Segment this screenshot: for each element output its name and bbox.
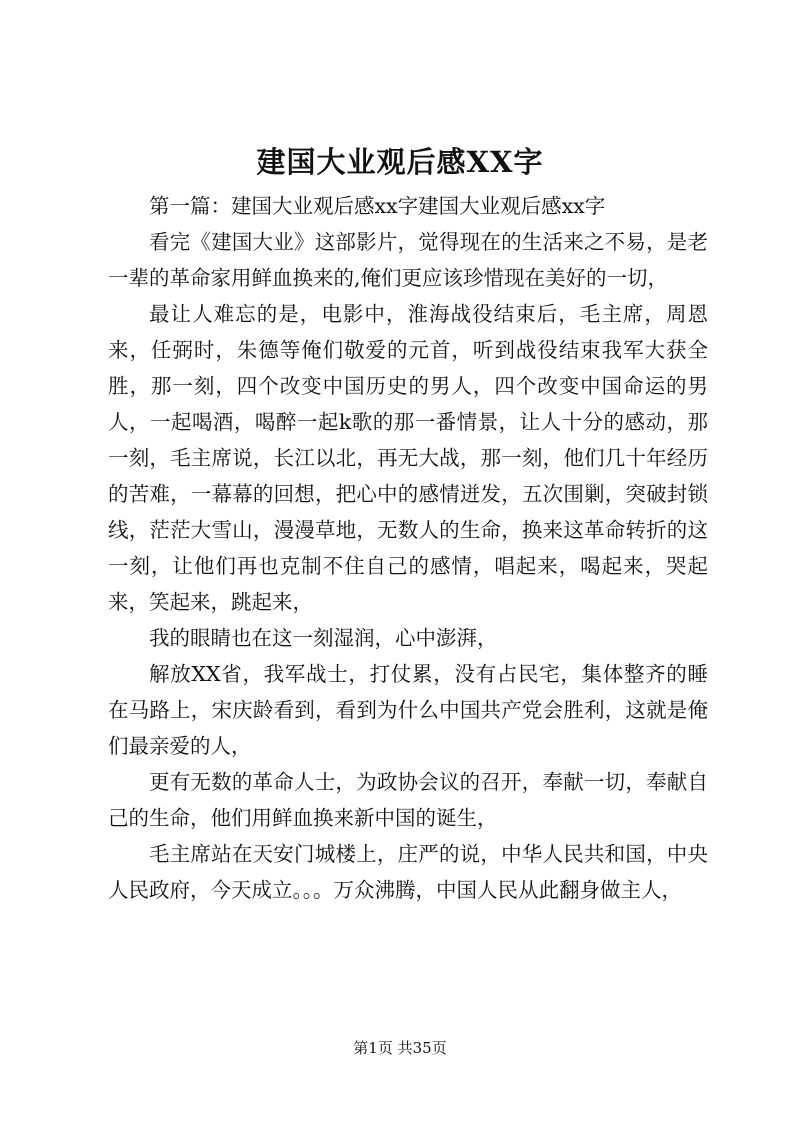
- paragraph-4: 我的眼睛也在这一刻湿润，心中澎湃，: [149, 626, 498, 650]
- paragraph-3: 最让人难忘的是，电影中，淮海战役结束后，毛主席，周恩来，任弼时，朱德等俺们敬爱的元首，听到战役结束我军大获全胜，那一刻，四个改变中国历史的男人，四个改变中国命运的男人，一起喝酒，喝醉一起k歌的那一番情景，让人十分的感动，那一刻，毛主席说，长江以北，再无大战，那一刻，他们几十年经历的苦难，一幕幕的回想，把心中的感情迸发，五次围剿，突破封锁线，茫茫大雪山，漫漫草地，无数人的生命，换来这革命转折的这一刻，让他们再也克制不住自己的感情，唱起来，喝起来，哭起来，笑起来，跳起来，: [108, 302, 708, 614]
- paragraph-5: 解放XX省，我军战士，打仗累，没有占民宅，集体整齐的睡在马路上，宋庆龄看到，看到为什么中国共产党会胜利，这就是俺们最亲爱的人，: [108, 662, 708, 758]
- paragraph-1: 第一篇：建国大业观后感xx字建国大业观后感xx字: [149, 194, 606, 218]
- document-title: 建国大业观后感XX字: [256, 145, 544, 179]
- paragraph-2: 看完《建国大业》这部影片，觉得现在的生活来之不易，是老一辈的革命家用鲜血换来的,俺们更应该珍惜现在美好的一切，: [108, 230, 708, 290]
- document-body: [108, 188, 708, 908]
- paragraph-6: 更有无数的革命人士，为政协会议的召开，奉献一切，奉献自己的生命，他们用鲜血换来新中国的诞生，: [108, 770, 708, 830]
- page-number-footer: 第1页 共35页: [353, 1039, 447, 1057]
- paragraph-7: 毛主席站在天安门城楼上，庄严的说，中华人民共和国，中央人民政府，今天成立。。。万众沸腾，中国人民从此翻身做主人，: [108, 842, 708, 902]
